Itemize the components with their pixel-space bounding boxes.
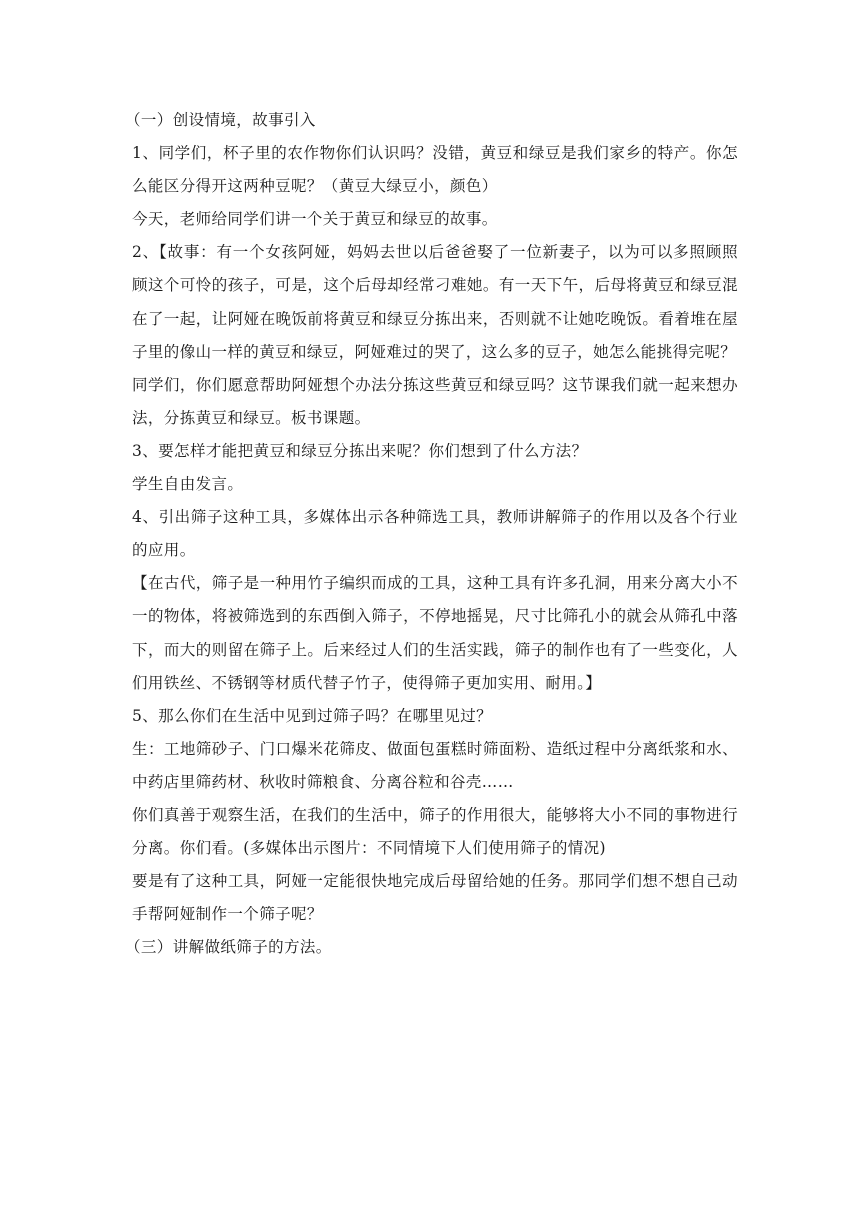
paragraph-4: 同学们，你们愿意帮助阿娅想个办法分拣这些黄豆和绿豆吗？这节课我们就一起来想办法，分拣黄豆和绿豆。板书课题。 xyxy=(132,375,738,427)
paragraph-11: 你们真善于观察生活，在我们的生活中，筛子的作用很大，能够将大小不同的事物进行分离。你们看。(多媒体出示图片：不同情境下人们使用筛子的情况) xyxy=(132,805,738,858)
paragraph-1: 1、同学们，杯子里的农作物你们认识吗？没错，黄豆和绿豆是我们家乡的特产。你怎么能区分得开这两种豆呢？（黄豆大绿豆小，颜色） xyxy=(132,144,738,196)
document-body xyxy=(125,104,738,964)
paragraph-5: 3、要怎样才能把黄豆和绿豆分拣出来呢？你们想到了什么方法？ xyxy=(132,441,588,460)
section-heading-1: （一）创设情境，故事引入 xyxy=(125,111,316,129)
section-heading-3: （三）讲解做纸筛子的方法。 xyxy=(125,938,332,957)
paragraph-7: 4、引出筛子这种工具，多媒体出示各种筛选工具，教师讲解筛子的作用以及各个行业的应用。 xyxy=(132,508,738,560)
paragraph-9: 5、那么你们在生活中见到过筛子吗？在哪里见过？ xyxy=(132,706,493,725)
paragraph-story: 2、【故事：有一个女孩阿娅，妈妈去世以后爸爸娶了一位新妻子，以为可以多照顾照顾这个可怜的孩子，可是，这个后母却经常刁难她。有一天下午，后母将黄豆和绿豆混在了一起，让阿娅在晚饭前将黄豆和绿豆分拣出来，否则就不让她吃晚饭。看着堆在屋子里的像山一样的黄豆和绿豆，阿娅难过的哭了，这么多的豆子，她怎么能挑得完呢？ xyxy=(132,243,738,361)
paragraph-10: 生：工地筛砂子、门口爆米花筛皮、做面包蛋糕时筛面粉、造纸过程中分离纸浆和水、中药店里筛药材、秋收时筛粮食、分离谷粒和谷壳…… xyxy=(132,739,738,791)
paragraph-6: 学生自由发言。 xyxy=(132,475,244,494)
paragraph-sieve-history: 【在古代，筛子是一种用竹子编织而成的工具，这种工具有许多孔洞，用来分离大小不一的物体，将被筛选到的东西倒入筛子，不停地摇晃，尺寸比筛孔小的就会从筛孔中落下，而大的则留在筛子上。后来经过人们的生活实践，筛子的制作也有了一些变化，人们用铁丝、不锈钢等材质代替子竹子，使得筛子更加实用、耐用。】 xyxy=(132,574,738,692)
paragraph-2: 今天，老师给同学们讲一个关于黄豆和绿豆的故事。 xyxy=(132,210,498,229)
paragraph-12: 要是有了这种工具，阿娅一定能很快地完成后母留给她的任务。那同学们想不想自己动手帮阿娅制作一个筛子呢？ xyxy=(132,872,738,924)
